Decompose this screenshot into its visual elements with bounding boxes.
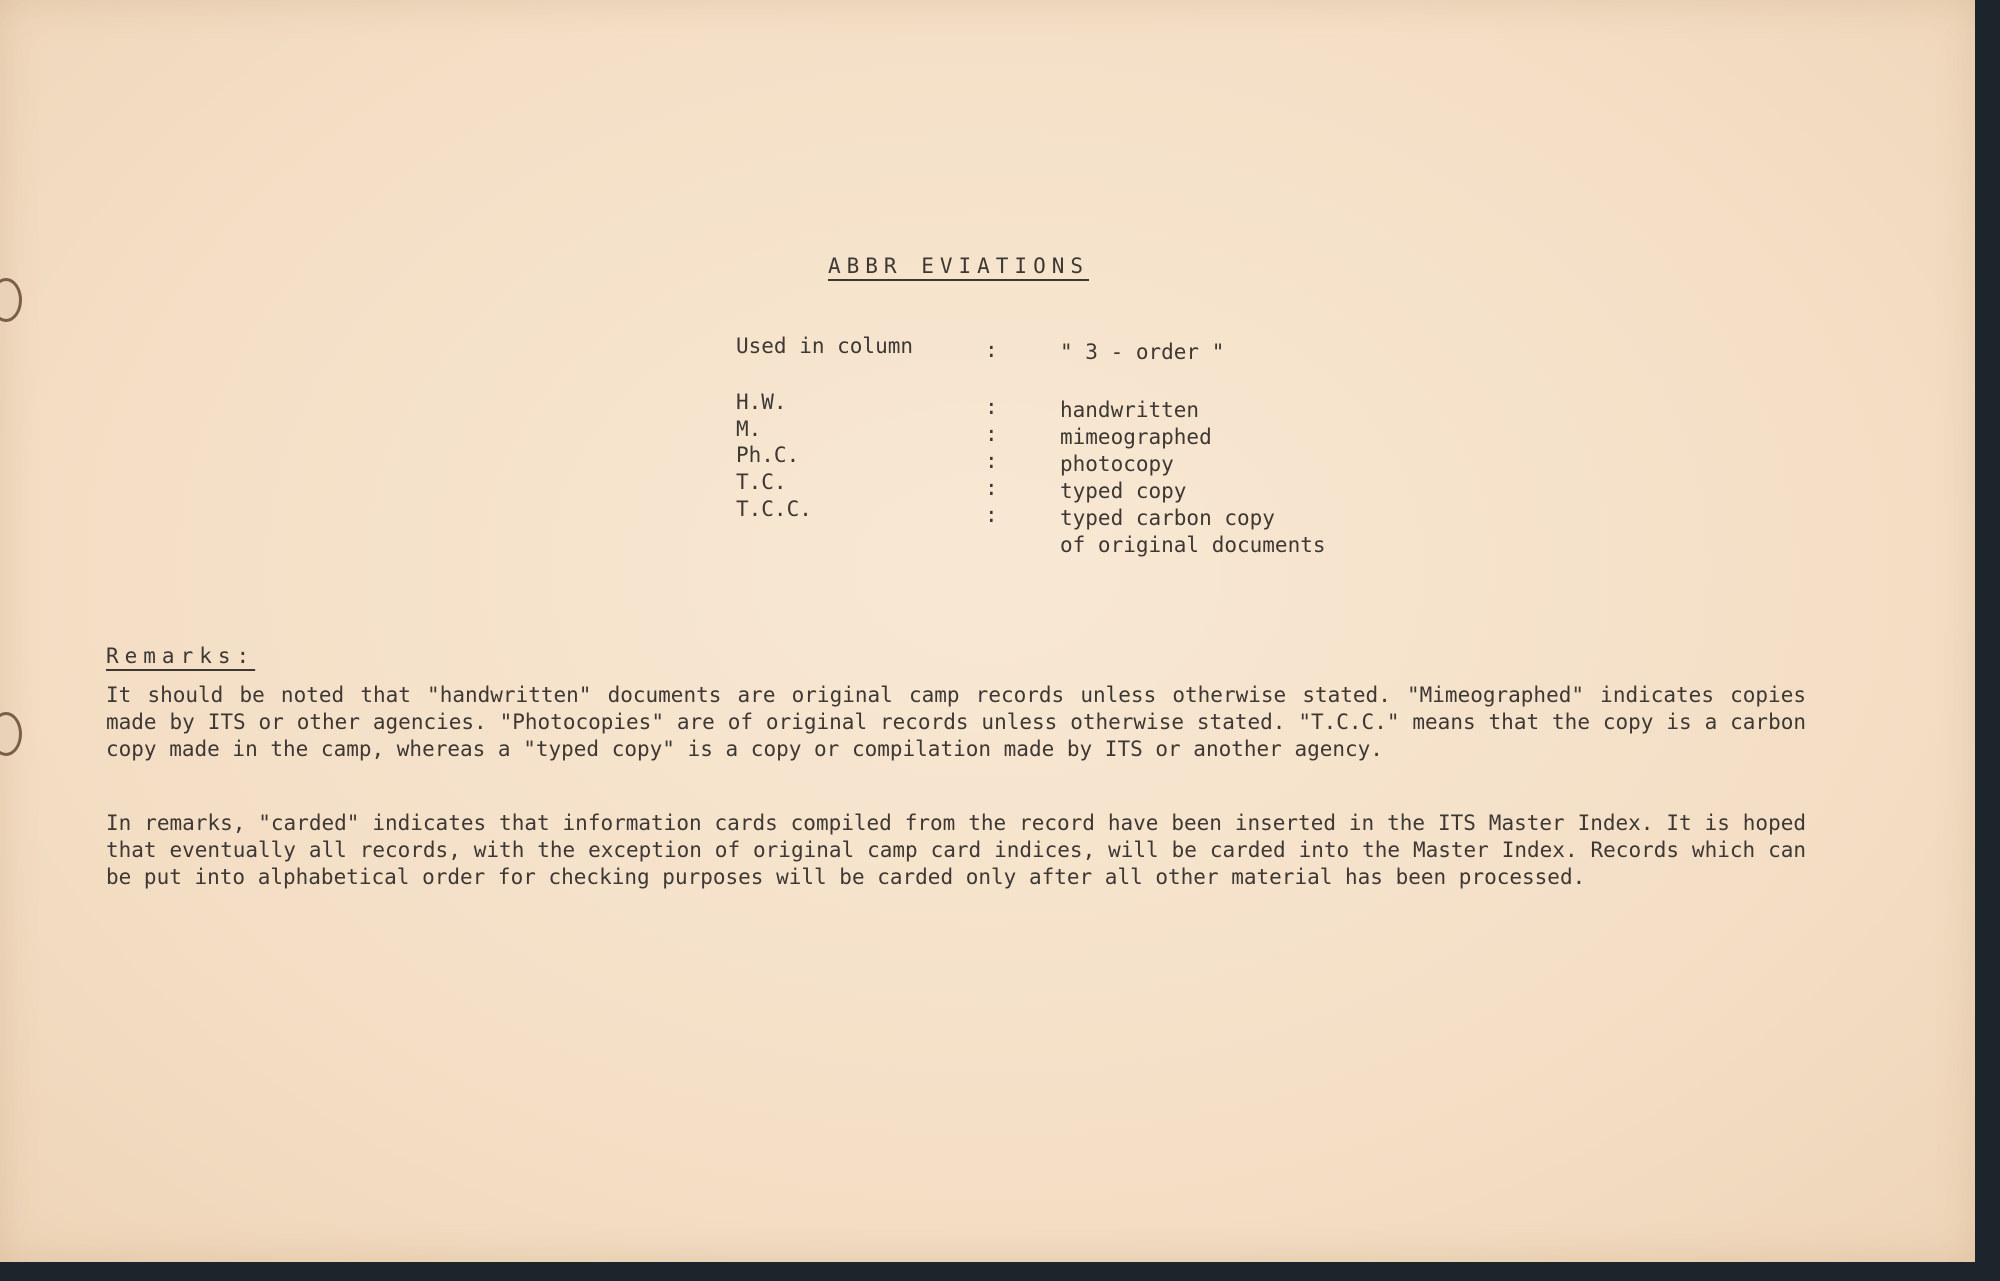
abbreviation-code: M.: [736, 417, 762, 441]
separator: :: [985, 476, 998, 500]
separator: :: [985, 503, 998, 527]
separator: :: [985, 338, 998, 362]
binder-hole-bottom: [0, 712, 22, 756]
remarks-heading: Remarks:: [106, 644, 256, 668]
abbreviation-code: H.W.: [736, 390, 787, 414]
abbreviation-meaning: typed copy: [1060, 479, 1187, 503]
remarks-paragraph-1: It should be noted that "handwritten" documents are original camp records unless otherwise stated. "Mimeographed" indicates copies made by ITS or other agencies. "Photocopies" are of original records unless otherwise stated. "T.C.C." means that the copy is a carbon copy made in the camp, whereas a "typed copy" is a copy or compilation made by ITS or another agency.: [106, 683, 1806, 761]
abbreviation-code: T.C.: [736, 470, 787, 494]
separator: :: [985, 449, 998, 473]
abbreviation-meaning: photocopy: [1060, 452, 1174, 476]
background-bottom-edge: [0, 1262, 2000, 1281]
separator: :: [985, 422, 998, 446]
abbreviation-meaning: typed carbon copy: [1060, 506, 1275, 530]
remarks-paragraph-2: In remarks, "carded" indicates that information cards compiled from the record have been inserted in the ITS Master Index. It is hoped that eventually all records, with the exception of original camp card indices, will be carded into the Master Index. Records which can be put into alphabetical order for checking purposes will be carded only after all other material has been processed.: [106, 811, 1806, 889]
column-name: " 3 - order ": [1060, 340, 1225, 364]
abbreviation-meaning: handwritten: [1060, 398, 1200, 422]
binder-hole-top: [0, 278, 22, 322]
background-right-edge: [1975, 0, 2000, 1281]
column-label: Used in column: [736, 334, 914, 358]
abbreviation-code: Ph.C.: [736, 443, 800, 467]
abbreviation-meaning-continuation: of original documents: [1060, 533, 1326, 557]
separator: :: [985, 395, 998, 419]
abbreviation-meaning: mimeographed: [1060, 425, 1212, 449]
page-title: ABBR EVIATIONS: [828, 254, 1090, 278]
abbreviation-code: T.C.C.: [736, 497, 812, 521]
